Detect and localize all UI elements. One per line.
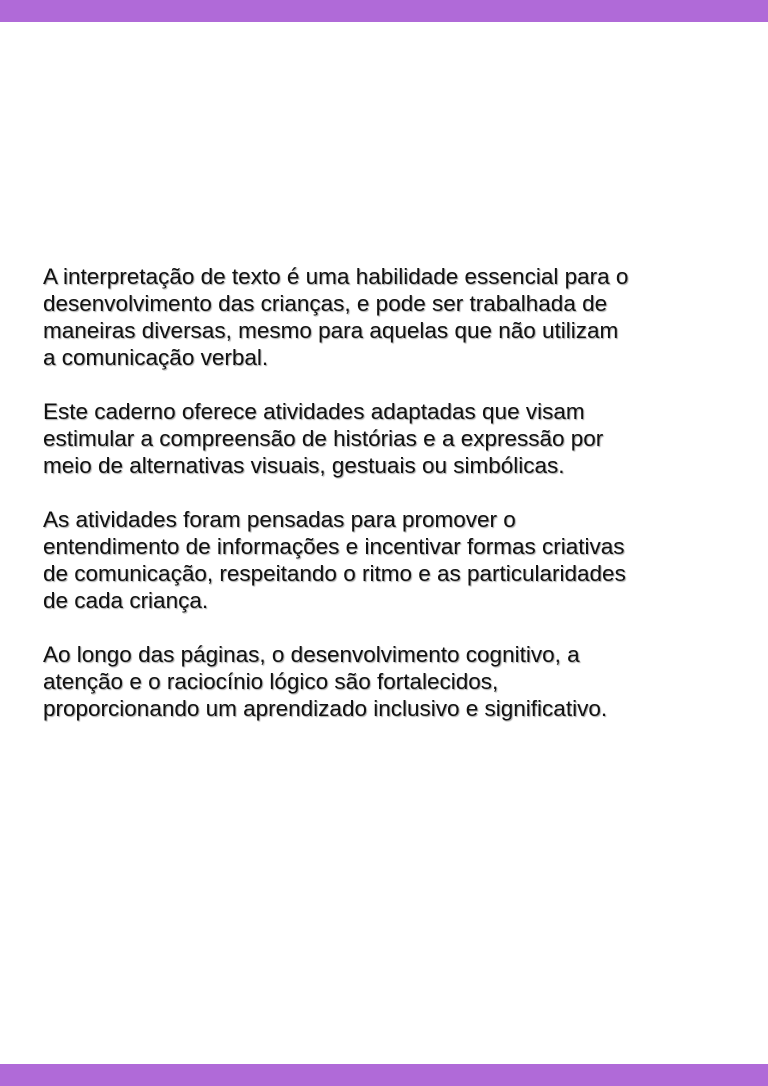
text-line: As atividades foram pensadas para promover o (43, 507, 516, 532)
text-line: Este caderno oferece atividades adaptadas que visam (43, 399, 585, 424)
text-line: proporcionando um aprendizado inclusivo e significativo. (43, 696, 608, 721)
bottom-decorative-band (0, 1064, 768, 1086)
top-decorative-band (0, 0, 768, 22)
intro-paragraph-4 (43, 641, 733, 722)
text-line: de cada criança. (43, 588, 209, 613)
intro-paragraph-3 (43, 506, 733, 614)
text-line: Ao longo das páginas, o desenvolvimento cognitivo, a (43, 642, 580, 667)
document-body (43, 263, 733, 749)
text-line: estimular a compreensão de histórias e a expressão por (43, 426, 604, 451)
intro-paragraph-2 (43, 398, 733, 479)
text-line: atenção e o raciocínio lógico são fortalecidos, (43, 669, 499, 694)
text-line: a comunicação verbal. (43, 345, 269, 370)
text-line: desenvolvimento das crianças, e pode ser trabalhada de (43, 291, 608, 316)
text-line: meio de alternativas visuais, gestuais ou simbólicas. (43, 453, 565, 478)
text-line: entendimento de informações e incentivar formas criativas (43, 534, 625, 559)
text-line: de comunicação, respeitando o ritmo e as particularidades (43, 561, 626, 586)
text-line: maneiras diversas, mesmo para aquelas que não utilizam (43, 318, 619, 343)
text-line: A interpretação de texto é uma habilidade essencial para o (43, 264, 629, 289)
intro-paragraph-1 (43, 263, 733, 371)
